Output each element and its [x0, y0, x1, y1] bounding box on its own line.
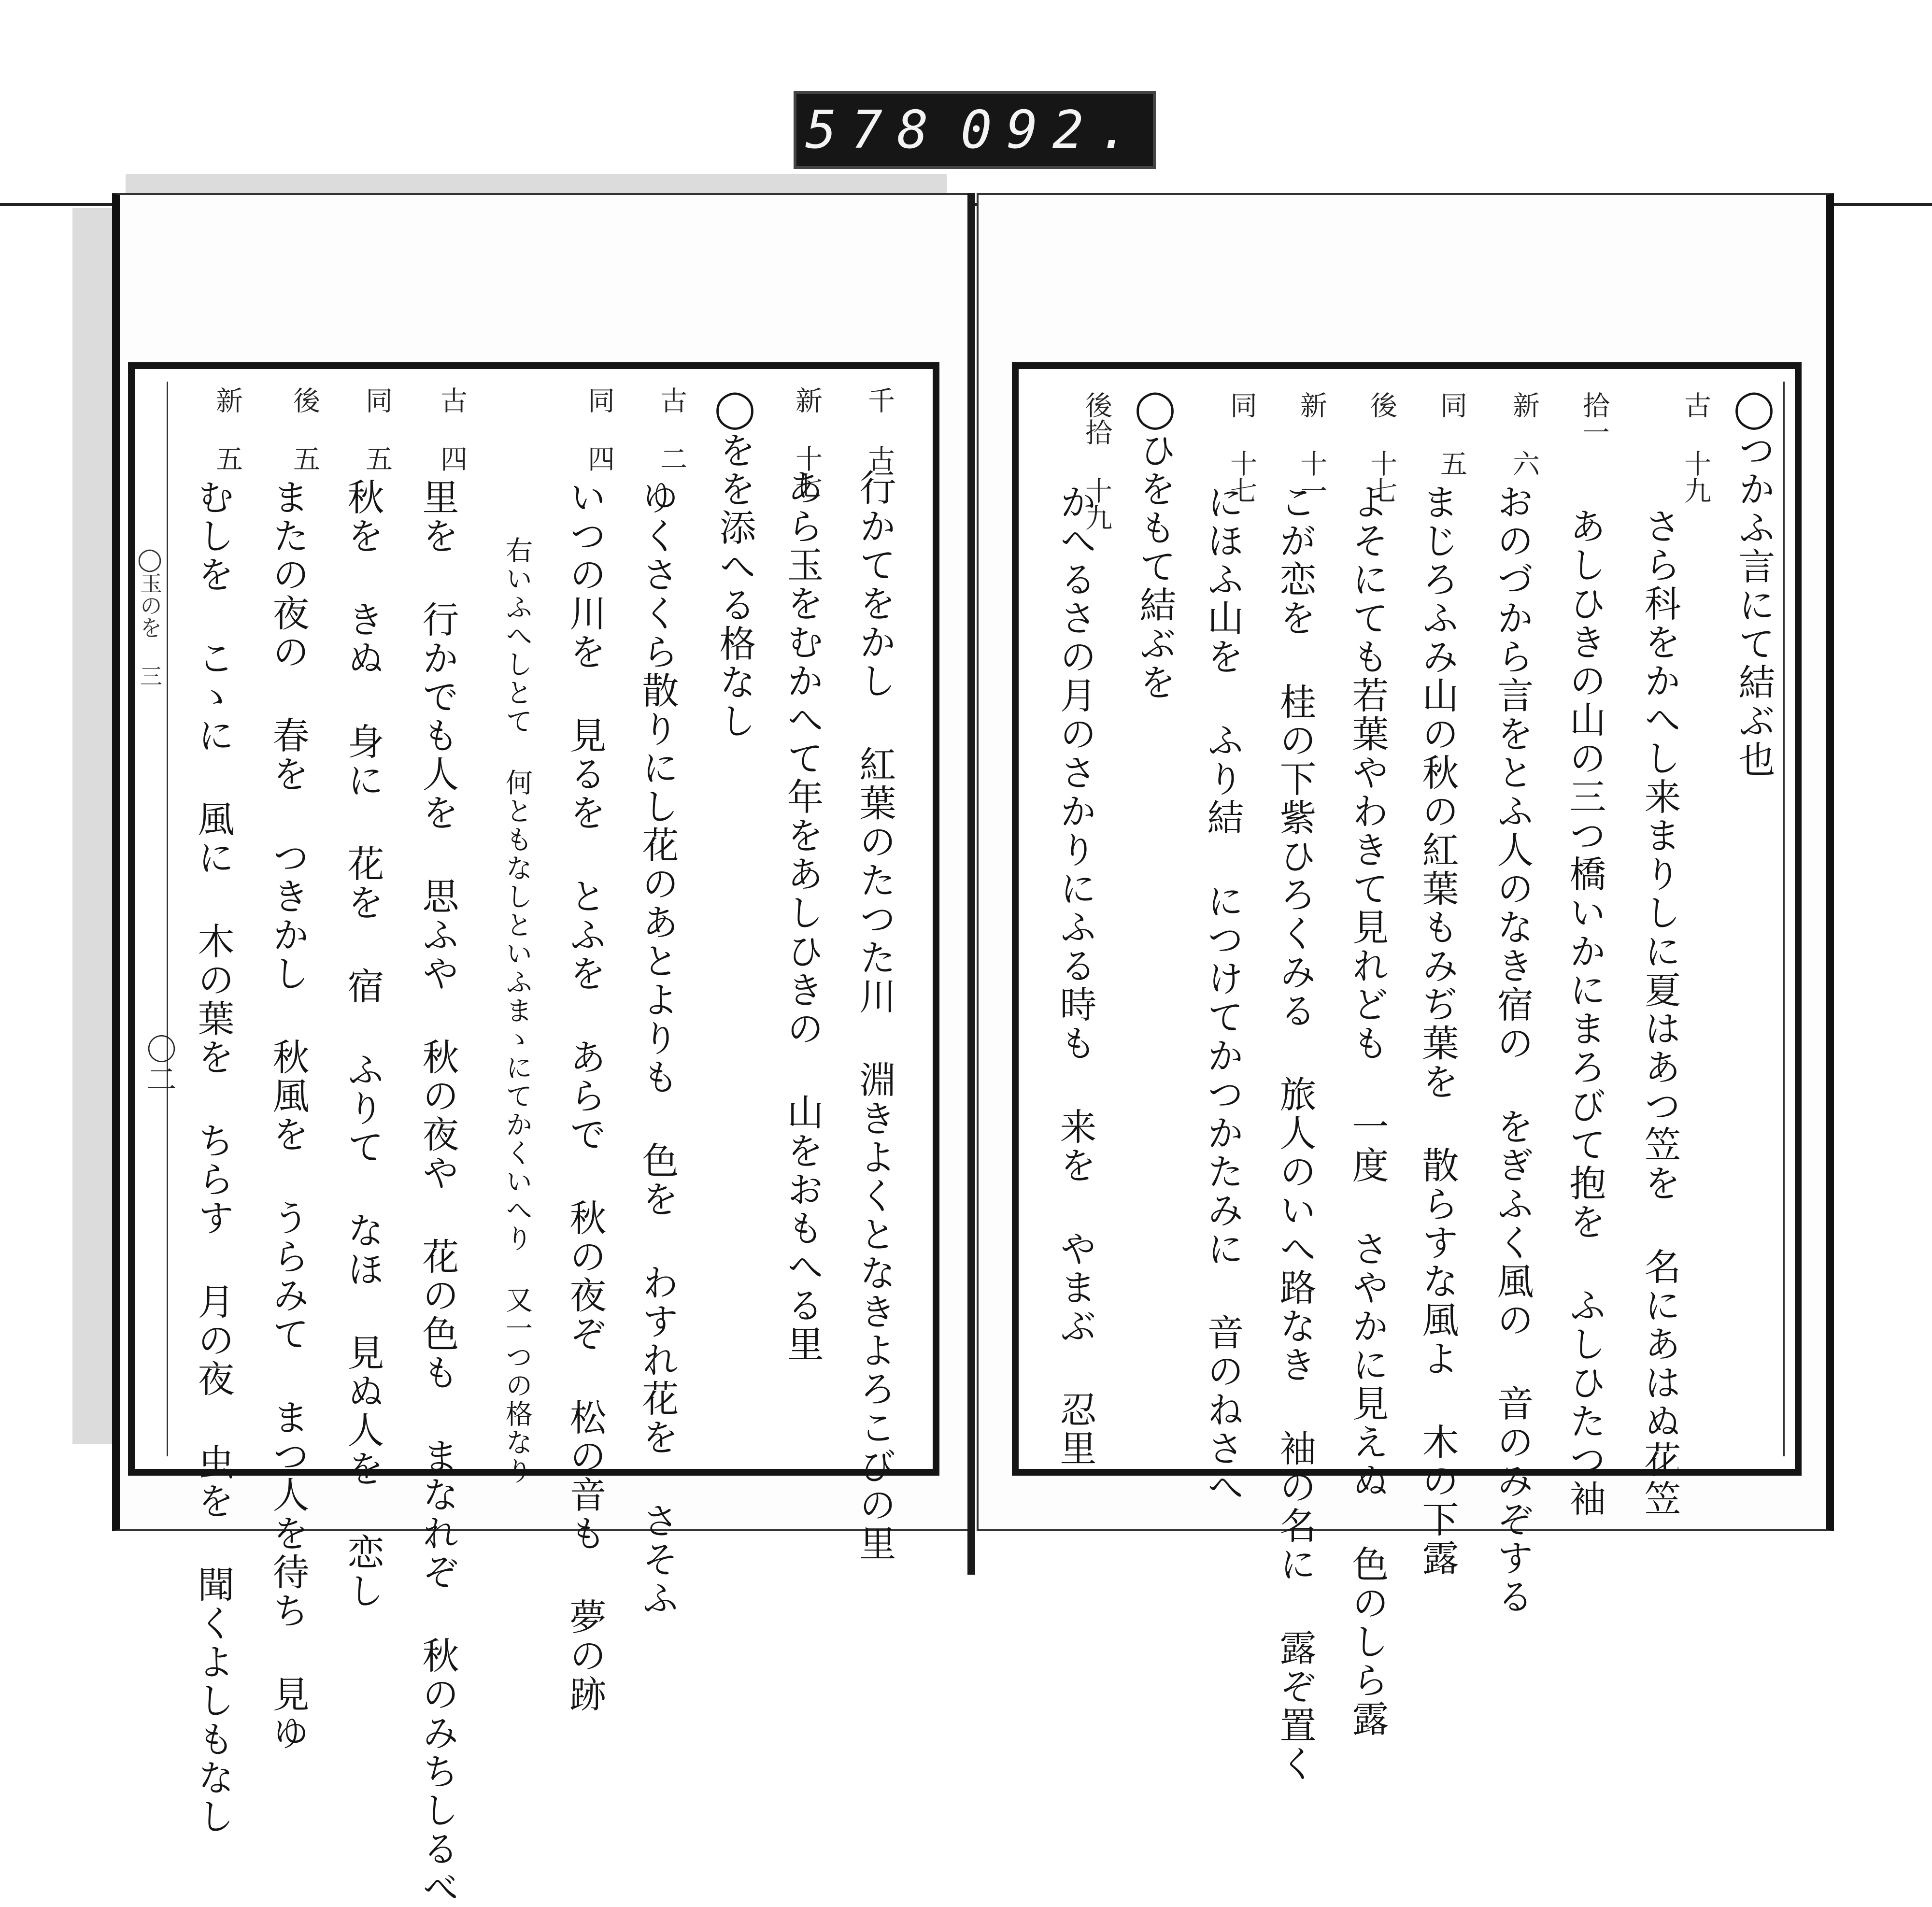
right-entry-4-text: まじろふみ山の秋の紅葉もみぢ葉を 散らすな風よ 木の下露	[1416, 483, 1459, 1578]
left-entry-1-source: 千 古	[864, 386, 895, 472]
right-entry-8-source: 後拾 十九	[1081, 391, 1112, 531]
left-entry-1-text: 行かてをかし 紅葉のたつた川 淵きよくとなきよろこびの里	[853, 469, 896, 1563]
right-heading-1: ◯つかふ言にて結ぶ也	[1733, 386, 1776, 779]
left-entry-8-text: むしを こゝに 風に 木の葉を ちらす 月の夜 虫を 聞くよしもなし	[192, 478, 235, 1836]
left-heading: ◯をを添へる格なし	[713, 386, 756, 740]
left-entry-3-text: ゆくさくら散りにし花のあとよりも 色を わすれ花を さそふ	[636, 478, 679, 1618]
left-entry-4-source: 同 四	[583, 386, 615, 472]
right-entry-2-source: 拾一	[1578, 391, 1610, 445]
right-entry-3-text: おのづから言をとふ人のなき宿の をぎふく風の 音のみぞする	[1491, 483, 1534, 1616]
right-entry-3-source: 新 六	[1508, 391, 1540, 477]
left-entry-8-source: 新 五	[212, 386, 243, 472]
left-entry-2-source: 新 十七	[791, 386, 823, 499]
right-entry-1-text: さら科をかへし来まりしに夏はあつ笠を 名にあはぬ花笠	[1638, 507, 1681, 1518]
id-label-left: 578	[805, 100, 943, 160]
right-entry-7-source: 同 十七	[1226, 391, 1257, 504]
left-entry-7-text: またの夜の 春を つきかし 秋風を うらみて まつ人を待ち 見ゆ	[267, 478, 310, 1752]
right-entry-1-source: 古 十九	[1680, 391, 1711, 504]
id-label	[794, 91, 1156, 169]
right-entry-6-source: 新 十一	[1296, 391, 1327, 504]
left-entry-2-text: あら玉をむかへて年をあしひきの 山をおもへる里	[781, 469, 824, 1364]
left-entry-5-source: 古 四	[436, 386, 468, 472]
right-entry-6-text: こが恋を 桂の下紫ひろくみる 旅人のいへ路なき 袖の名に 露ぞ置く	[1274, 483, 1317, 1783]
left-note: 右いふへしとて 何ともなしといふまゝにてかくいへり 又一つの格なり	[501, 536, 533, 1485]
right-entry-5-text: よそにても若葉やわきて見れども 一度 さやかに見えぬ 色のしら露	[1346, 483, 1389, 1738]
id-label-right: 092.	[960, 100, 1144, 160]
right-entry-4-source: 同 五	[1436, 391, 1467, 477]
right-heading-2: ◯ひをもて結ぶを	[1134, 386, 1177, 702]
right-entry-7-text: にほふ山を ふり結 につけてかつかたみに 音のねさへ	[1201, 483, 1244, 1507]
scan-noise-top	[126, 174, 947, 193]
left-entry-6-text: 秋を きぬ 身に 花を 宿 ふりて なほ 見ぬ人を 恋し	[341, 478, 384, 1610]
left-entry-5-text: 里を 行かでも人を 思ふや 秋の夜や 花の色も まなれぞ 秋のみちしるべ	[416, 478, 459, 1907]
page-number: 〇二	[142, 1034, 177, 1094]
book-spine	[967, 193, 975, 1575]
left-entry-4-text: いつの川を 見るを とふを あらで 秋の夜ぞ 松の音も 夢の跡	[564, 478, 607, 1714]
left-entry-6-source: 同 五	[361, 386, 393, 472]
left-entry-3-source: 古 二	[656, 386, 687, 472]
right-entry-8-text: かへるさの月のさかりにふる時も 来を やまぶ 忍里	[1054, 483, 1097, 1468]
right-entry-5-source: 後 十七	[1366, 391, 1397, 504]
right-entry-2-text: あしひきの山の三つ橋いかにまろびて抱を ふしひたつ袖	[1563, 507, 1606, 1518]
left-entry-7-source: 後 五	[289, 386, 320, 472]
left-footer: ◯玉のを 三	[137, 546, 163, 687]
scan-noise-left	[72, 208, 118, 1444]
